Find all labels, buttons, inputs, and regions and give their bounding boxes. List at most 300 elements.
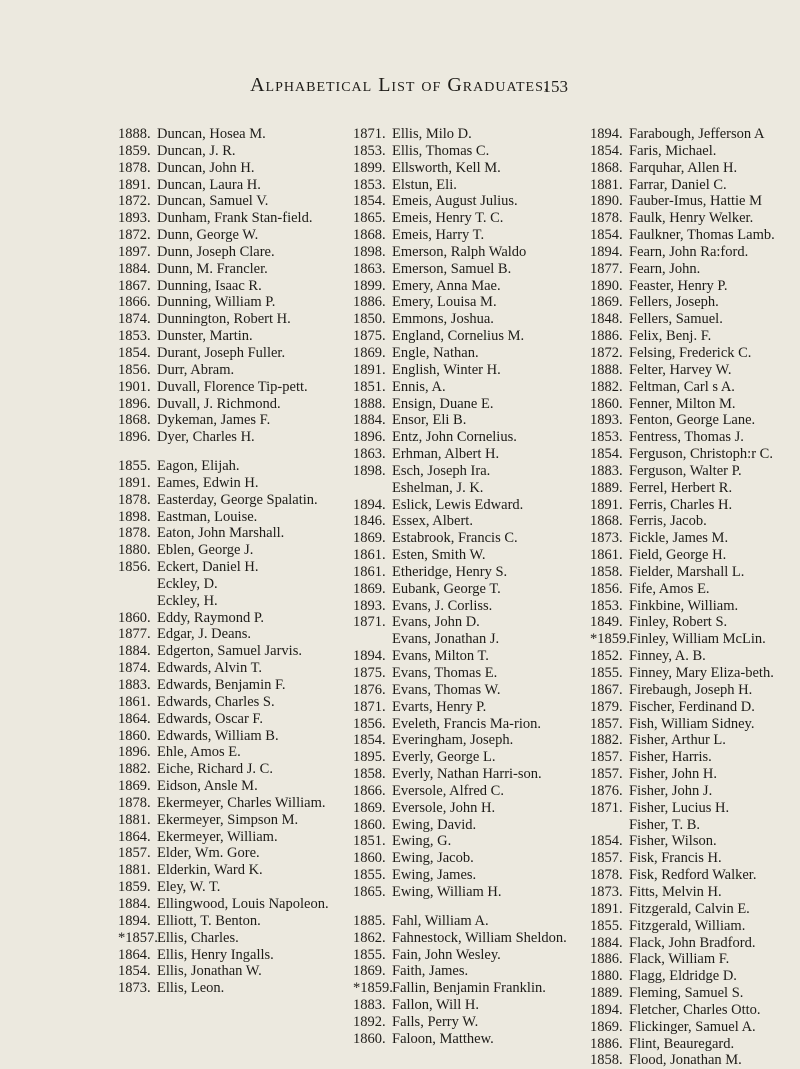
graduate-entry [118,660,346,677]
graduate-entry [353,1014,581,1031]
graduation-year: 1846. [353,513,386,530]
graduate-entry [590,210,800,227]
graduation-year: 1878. [118,794,151,811]
graduate-entry [118,980,346,997]
graduate-name: Eubank, George T. [392,580,501,597]
graduate-name: Fischer, Ferdinand D. [629,698,755,715]
graduate-entry [590,126,800,143]
graduate-name: Duvall, Florence Tip-pett. [157,378,308,395]
graduate-name: Evans, J. Corliss. [392,597,493,614]
graduation-year: 1899. [353,277,386,294]
graduate-name: Dyer, Charles H. [157,429,255,446]
graduate-entry [118,429,346,446]
graduation-year: 1888. [590,361,623,378]
graduate-name: Feltman, Carl s A. [629,378,735,395]
graduate-name: Eversole, Alfred C. [392,782,504,799]
graduate-entry [590,716,800,733]
graduation-year: 1872. [118,193,151,210]
graduate-name: Fain, John Wesley. [392,946,501,963]
graduate-name: Emmons, Joshua. [392,311,494,328]
graduate-entry [118,227,346,244]
graduate-name: Everly, Nathan Harri-son. [392,766,542,783]
graduation-year: 1853. [353,176,386,193]
graduate-entry [590,328,800,345]
graduate-name: Edwards, Alvin T. [157,660,262,677]
graduate-name: Finkbine, William. [629,597,739,614]
graduate-name: Fallin, Benjamin Franklin. [392,980,546,997]
graduate-name: Emerson, Ralph Waldo [392,243,527,260]
graduate-name: Field, George H. [629,547,727,564]
graduate-name: Ensor, Eli B. [392,412,467,429]
graduate-name: Edwards, William B. [157,727,279,744]
graduate-entry [118,396,346,413]
graduate-name: Eshelman, J. K. [392,479,484,496]
graduate-entry [590,951,800,968]
graduation-year: 1872. [590,344,623,361]
graduate-name: Dunning, William P. [157,294,276,311]
graduate-entry [118,728,346,745]
graduation-year: 1860. [353,1030,386,1047]
graduate-entry [353,294,581,311]
graduate-entry [118,559,346,576]
graduate-entry [590,1036,800,1053]
graduate-entry [118,311,346,328]
page-number: 153 [542,77,568,96]
graduate-entry [590,867,800,884]
graduation-year: 1882. [118,761,151,778]
graduation-year: 1857. [590,715,623,732]
graduation-year: 1868. [118,412,151,429]
graduate-entry [118,913,346,930]
graduate-name: Fisher, John H. [629,766,718,783]
graduation-year: 1882. [590,378,623,395]
graduate-name: Eversole, John H. [392,799,496,816]
graduation-year: 1886. [590,951,623,968]
graduate-name: Emery, Louisa M. [392,294,497,311]
graduate-entry [118,812,346,829]
graduate-name: Dunn, Joseph Clare. [157,243,275,260]
graduate-entry [118,509,346,526]
graduate-entry [590,1019,800,1036]
graduate-entry [118,492,346,509]
graduation-year: 1888. [118,126,151,142]
graduate-entry [590,530,800,547]
graduate-name: Fitzgerald, Calvin E. [629,900,750,917]
graduate-name: Durant, Joseph Fuller. [157,344,286,361]
graduation-year: 1869. [353,344,386,361]
graduate-name: Edwards, Charles S. [157,693,275,710]
graduate-entry [353,699,581,716]
graduate-entry [353,749,581,766]
graduate-entry [118,210,346,227]
graduate-entry [590,648,800,665]
graduate-name: Ewing, Jacob. [392,850,474,867]
graduate-name: Fisher, Arthur L. [629,732,726,749]
graduation-year: 1878. [590,210,623,227]
graduation-year: 1857. [118,845,151,862]
graduate-name: Evans, Thomas E. [392,665,498,681]
graduation-year: 1849. [590,614,623,631]
graduation-year: 1894. [118,912,151,929]
graduation-year: 1885. [353,912,386,929]
graduate-entry [118,626,346,643]
graduation-year: 1888. [353,395,386,412]
graduate-name: Fitts, Melvin H. [629,883,722,900]
graduate-name: Eckley, H. [157,592,218,609]
graduate-entry [118,345,346,362]
graduate-name: Elderkin, Ward K. [157,862,263,879]
graduate-entry [353,884,581,901]
graduate-entry [118,193,346,210]
graduate-entry [353,210,581,227]
graduate-name: Fearn, John Ra:ford. [629,243,749,260]
graduation-year: 1855. [118,458,151,475]
graduation-year: 1891. [118,474,151,491]
graduate-entry [590,379,800,396]
graduation-year: 1863. [353,260,386,277]
graduation-year: 1855. [353,946,386,963]
graduation-year: 1886. [590,328,623,345]
graduate-entry [590,800,800,817]
graduate-name: Eckert, Daniel H. [157,559,259,576]
graduate-name: Eaton, John Marshall. [157,525,285,542]
graduate-name: Ellsworth, Kell M. [392,159,501,176]
graduation-year: 1857. [590,766,623,783]
graduation-year: 1873. [118,980,151,997]
graduation-year: 1855. [353,867,386,884]
graduate-entry [590,261,800,278]
graduation-year: 1854. [118,344,151,361]
graduate-name: Fallon, Will H. [392,997,479,1014]
graduate-name: Fearn, John. [629,260,701,277]
graduate-entry [590,614,800,631]
graduate-name: Eidson, Ansle M. [157,778,258,795]
graduate-name: Ewing, William H. [392,883,502,900]
graduate-entry [590,631,800,648]
graduation-year: 1891. [118,176,151,193]
graduate-name: Esten, Smith W. [392,547,486,564]
graduate-entry [353,227,581,244]
graduate-entry [590,699,800,716]
graduate-name: Flood, Jonathan M. [629,1052,742,1069]
graduate-name: Fletcher, Charles Otto. [629,1001,761,1018]
graduate-entry [118,694,346,711]
graduate-entry [590,682,800,699]
graduate-name: Edgerton, Samuel Jarvis. [157,643,302,660]
graduate-name: Etheridge, Henry S. [392,563,508,580]
graduate-name: Engle, Nathan. [392,344,479,361]
graduation-year: 1889. [590,985,623,1002]
graduation-year: 1873. [590,883,623,900]
graduate-entry [118,475,346,492]
graduates-column-2 [353,126,581,1048]
graduate-entry [353,648,581,665]
graduate-name: Flack, John Bradford. [629,934,756,951]
graduate-entry [353,345,581,362]
graduation-year: 1884. [353,412,386,429]
graduate-entry [590,193,800,210]
graduate-entry [353,716,581,733]
graduation-year: 1896. [118,395,151,412]
graduates-column-1 [118,126,346,997]
graduate-entry [590,581,800,598]
graduation-year: 1854. [353,193,386,210]
graduation-year: 1860. [118,727,151,744]
graduation-year: 1856. [118,361,151,378]
graduate-entry [590,227,800,244]
graduate-entry [353,581,581,598]
graduate-entry [118,795,346,812]
graduate-entry [590,446,800,463]
graduate-name: Dunster, Martin. [157,328,253,345]
graduate-name: Eley, W. T. [157,879,221,896]
graduation-year: 1897. [118,243,151,260]
graduate-entry [118,458,346,475]
graduation-year: 1884. [590,934,623,951]
graduate-entry [590,783,800,800]
graduate-name: Eastman, Louise. [157,508,258,525]
graduation-year: 1860. [353,816,386,833]
graduate-name: Edwards, Oscar F. [157,710,263,727]
graduate-entry [118,177,346,194]
graduate-entry [353,160,581,177]
graduation-year: 1872. [118,227,151,244]
graduate-entry [590,311,800,328]
graduate-entry [590,160,800,177]
graduation-year: 1856. [590,580,623,597]
graduation-year: 1882. [590,732,623,749]
graduation-year: 1869. [590,294,623,311]
graduate-name: Ellis, Thomas C. [392,142,490,159]
graduate-entry [353,547,581,564]
graduation-year: 1876. [353,681,386,698]
graduation-year: 1861. [353,563,386,580]
graduate-name: Flack, William F. [629,951,730,968]
graduate-name: Fenner, Milton M. [629,395,736,412]
graduate-name: Fitzgerald, William. [629,917,746,934]
graduation-year: 1878. [118,159,151,176]
graduate-name: Ewing, James. [392,867,477,884]
graduation-year: 1876. [590,782,623,799]
graduation-year: 1868. [353,227,386,244]
graduation-year: 1854. [590,446,623,463]
graduate-entry [353,429,581,446]
graduate-name: Elliott, T. Benton. [157,912,261,929]
graduation-year: 1858. [590,1052,623,1069]
graduation-year: 1852. [590,648,623,665]
graduation-year: 1858. [353,766,386,783]
graduate-name: Ferris, Charles H. [629,496,733,513]
graduate-name: Eckley, D. [157,575,218,592]
graduate-entry [353,867,581,884]
graduation-year: 1861. [353,547,386,564]
graduation-year: 1880. [590,968,623,985]
graduation-year: 1894. [353,496,386,513]
graduate-name: Flagg, Eldridge D. [629,968,737,985]
graduation-year: 1894. [590,1001,623,1018]
graduate-entry [118,261,346,278]
graduate-name: Fisher, Wilson. [629,833,717,850]
graduation-year: 1884. [118,895,151,912]
graduate-name: Felix, Benj. F. [629,328,712,345]
graduate-name: Ferguson, Christoph:r C. [629,446,773,463]
graduate-entry [590,1002,800,1019]
graduation-year: 1896. [118,429,151,446]
graduation-year: 1880. [118,542,151,559]
graduation-year: 1854. [590,833,623,850]
graduation-year: 1869. [353,963,386,980]
graduation-year: 1881. [118,862,151,879]
graduation-year: 1859. [118,879,151,896]
graduation-year: 1853. [590,597,623,614]
graduate-entry [590,564,800,581]
graduate-name: Flickinger, Samuel A. [629,1018,756,1035]
graduate-name: Ekermeyer, Simpson M. [157,811,299,828]
graduate-entry [353,1031,581,1048]
graduate-entry [353,278,581,295]
graduate-entry [353,328,581,345]
graduate-entry [118,845,346,862]
graduation-year: 1889. [590,479,623,496]
graduate-entry [353,783,581,800]
graduate-name: Faulk, Henry Welker. [629,210,754,227]
graduation-year: 1896. [353,429,386,446]
graduation-year: 1864. [118,710,151,727]
graduation-year: 1890. [590,277,623,294]
graduate-name: Finley, Robert S. [629,614,728,631]
graduation-year: 1877. [590,260,623,277]
graduate-entry [590,513,800,530]
graduation-year: 1896. [118,744,151,761]
graduate-entry [590,278,800,295]
graduate-entry [118,829,346,846]
graduate-name: Fisk, Redford Walker. [629,867,757,884]
graduate-name: Fisher, T. B. [629,816,700,833]
graduate-entry [353,833,581,850]
graduation-year: 1895. [353,749,386,766]
graduate-name: Felsing, Frederick C. [629,344,752,361]
graduation-year: 1886. [590,1035,623,1052]
graduate-name: Easterday, George Spalatin. [157,491,318,508]
graduation-year: 1884. [118,260,151,277]
graduate-entry [353,126,581,143]
graduate-name: Emeis, August Julius. [392,193,518,210]
graduation-year: 1878. [118,525,151,542]
graduation-year: 1891. [353,361,386,378]
graduate-name: Evans, Jonathan J. [392,631,500,648]
graduation-year: 1898. [353,243,386,260]
graduate-entry [590,598,800,615]
graduation-year: 1850. [353,311,386,328]
graduation-year: 1890. [590,193,623,210]
graduation-year: 1861. [590,547,623,564]
graduate-entry [118,711,346,728]
graduation-year: 1881. [590,176,623,193]
graduate-entry [118,542,346,559]
graduate-entry [353,497,581,514]
graduate-entry [353,480,581,497]
graduate-entry [118,610,346,627]
graduate-name: Fisher, Harris. [629,749,712,766]
graduation-year: 1881. [118,811,151,828]
graduate-name: Finney, Mary Eliza-beth. [629,665,774,681]
graduate-entry [590,884,800,901]
graduate-name: English, Winter H. [392,361,501,378]
graduate-name: Ellis, Charles. [157,929,239,946]
graduate-entry [118,160,346,177]
graduate-entry [353,913,581,930]
graduate-entry [590,749,800,766]
graduate-name: Eiche, Richard J. C. [157,761,273,778]
graduation-year: 1892. [353,1013,386,1030]
graduate-name: Feaster, Henry P. [629,277,728,294]
graduation-year: 1863. [353,446,386,463]
graduation-year: 1855. [590,917,623,934]
graduate-name: Dunn, M. Francler. [157,260,268,277]
graduate-entry [353,244,581,261]
graduation-year: 1878. [118,491,151,508]
graduate-name: Duncan, Hosea M. [157,126,266,142]
graduation-year: *1859. [590,631,630,648]
graduate-entry [118,778,346,795]
graduation-year: 1875. [353,328,386,345]
graduate-name: Edgar, J. Deans. [157,626,252,643]
graduation-year: 1868. [590,159,623,176]
graduation-year: 1855. [590,665,623,681]
graduate-entry [118,328,346,345]
graduate-name: Farrar, Daniel C. [629,176,727,193]
graduation-year: 1884. [118,643,151,660]
graduate-entry [590,497,800,514]
graduate-name: Fisher, Lucius H. [629,799,730,816]
graduation-year: 1860. [118,609,151,626]
graduation-year: 1894. [353,648,386,665]
graduate-entry [353,766,581,783]
graduate-entry [353,614,581,631]
graduate-name: Emerson, Samuel B. [392,260,512,277]
graduation-year: 1856. [353,715,386,732]
graduate-name: Estabrook, Francis C. [392,530,518,547]
graduate-name: Faloon, Matthew. [392,1030,494,1047]
graduate-name: Entz, John Cornelius. [392,429,517,446]
graduate-entry [590,1052,800,1069]
graduation-year: 1874. [118,660,151,677]
graduate-entry [590,480,800,497]
graduate-entry [353,379,581,396]
graduate-entry [590,177,800,194]
graduation-year: 1893. [353,597,386,614]
graduate-entry [590,345,800,362]
graduate-name: Ferris, Jacob. [629,513,707,530]
graduate-name: Felter, Harvey W. [629,361,732,378]
graduate-entry [118,593,346,610]
graduation-year: 1857. [590,749,623,766]
graduate-name: Eslick, Lewis Edward. [392,496,524,513]
graduate-name: Fisk, Francis H. [629,850,722,867]
graduate-entry [590,968,800,985]
graduate-name: Ellis, Jonathan W. [157,963,262,980]
graduate-entry [118,677,346,694]
graduation-year: 1893. [590,412,623,429]
graduate-name: Faith, James. [392,963,469,980]
graduation-year: 1853. [590,429,623,446]
graduate-entry [353,631,581,648]
graduate-entry [353,947,581,964]
graduation-year: 1869. [590,1018,623,1035]
graduate-entry [118,896,346,913]
graduate-name: Ewing, David. [392,816,477,833]
graduate-entry [353,261,581,278]
